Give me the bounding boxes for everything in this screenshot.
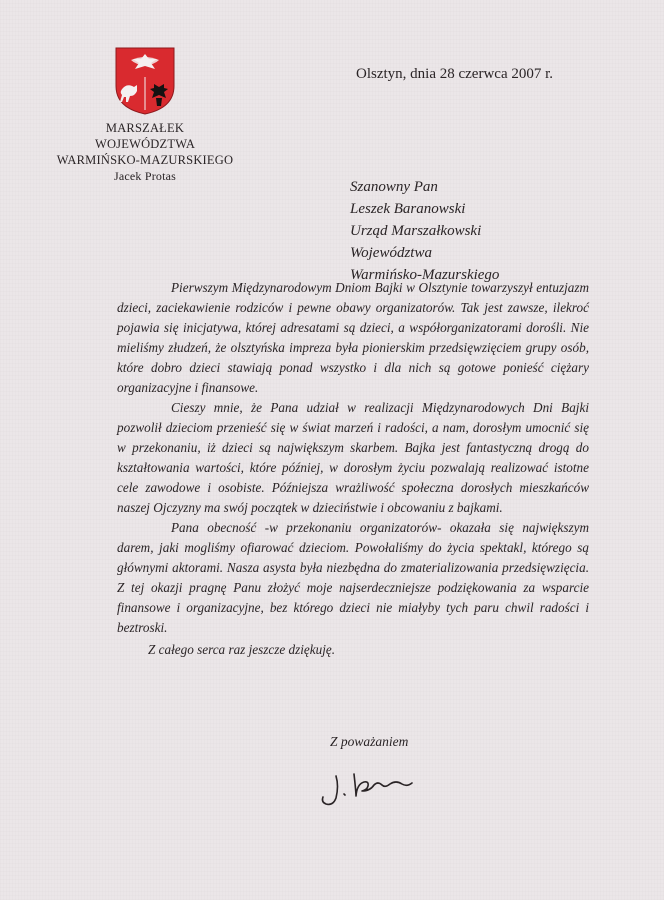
letter-body [117, 278, 589, 660]
date-line: Olsztyn, dnia 28 czerwca 2007 r. [356, 66, 554, 82]
office-title-line2: WOJEWÓDZTWA [94, 137, 196, 151]
office-title-line1: MARSZAŁEK [105, 121, 185, 135]
recipient-line4: Województwa [350, 245, 432, 261]
coat-of-arms-icon [114, 46, 176, 116]
regards-line: Z poważaniem [330, 734, 409, 749]
office-title-line3: WARMIŃSKO-MAZURSKIEGO [56, 153, 234, 167]
body-paragraph-2: Cieszy mnie, że Pana udział w realizacji Międzynarodowych Dni Bajki pozwolił dzieciom przenieść się w świat marzeń i radości, a nam, dorosłym umocnić się w przekonaniu, iż dzieci są największym skarbem. Bajka jest fantastyczną drogą do kształtowania wartości, które później, w dorosłym życiu pozwalają realizować istotne cele zawodowe i osobiste. Późniejsza wrażliwość społeczna dorosłych mieszkańców naszej Ojczyzny ma swój początek w dzieciństwie i obcowaniu z bajkami. [117, 400, 589, 515]
body-paragraph-3: Pana obecność -w przekonaniu organizatorów- okazała się największym darem, jaki mogliśmy ofiarować dzieciom. Powołaliśmy do życia spektakl, którego są głównymi aktorami. Nasza asysta była niezbędna do zmaterializowania przedsięwzięcia. Z tej okazji pragnę Panu złożyć moje najserdeczniejsze podziękowania za wsparcie finansowe i organizacyjne, bez którego dzieci nie miałyby tych paru chwil radości i beztroski. [117, 520, 589, 635]
recipient-line3: Urząd Marszałkowski [350, 223, 482, 239]
recipient-line1: Szanowny Pan [350, 179, 438, 195]
sender-name: Jacek Protas [113, 169, 177, 183]
closing-line: Z całego serca raz jeszcze dziękuję. [148, 642, 336, 657]
recipient-line2: Leszek Baranowski [350, 201, 466, 217]
body-paragraph-1: Pierwszym Międzynarodowym Dniom Bajki w Olsztynie towarzyszył entuzjazm dzieci, zaciekawienie rodziców i pewne obawy organizatorów. Tak jest zawsze, ilekroć pojawia się inicjatywa, której adresatami są dzieci, a współorganizatorami dorośli. Nie mieliśmy złudzeń, że olsztyńska impreza była pionierskim przedsięwzięciem grupy osób, które dobro dzieci stawiają ponad wszystko i dla nich są gotowe ponieść ciężary organizacyjne i finansowe. [117, 280, 589, 395]
recipient-line5: Warmińsko-Mazurskiego [350, 267, 500, 283]
signature-image [316, 764, 422, 814]
sender-block [44, 120, 246, 184]
recipient-address [350, 176, 499, 286]
